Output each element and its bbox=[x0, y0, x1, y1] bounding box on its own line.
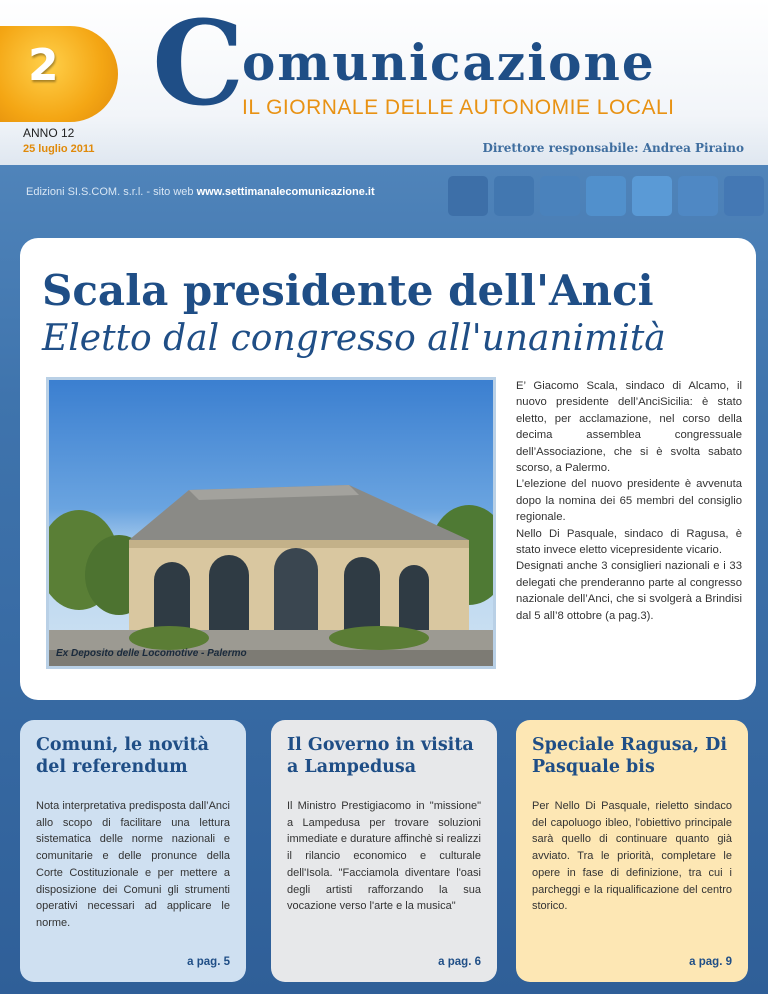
card-text: Per Nello Di Pasquale, rieletto sindaco del capoluogo ibleo, l'obiettivo principale sarà quello di continuare quanto già avviato. Tra le priorità, completare le opere in fase di definizione, tra cui i parcheggi e la riqualificazione del centro storico. bbox=[532, 800, 732, 913]
photo-caption: Ex Deposito delle Locomotive - Palermo bbox=[56, 648, 247, 659]
director-line: Direttore responsabile: Andrea Piraino bbox=[482, 141, 744, 155]
card-title: Speciale Ragusa, Di Pasquale bis bbox=[532, 735, 727, 777]
card-title: Comuni, le novità del referendum bbox=[36, 735, 209, 777]
subheadline: Eletto dal congresso all'unanimità bbox=[42, 318, 666, 359]
main-article bbox=[516, 378, 742, 624]
card-text: Il Ministro Prestigiacomo in "missione" a Lampedusa per trovare soluzioni immediate e durature affinchè si realizzi il rilancio economico e culturale dell'Isola. "Facciamola diventare l'oasi degli artisti rafforzando la sua vocazione verso l'arte e la musica" bbox=[287, 800, 481, 913]
title-initial: C bbox=[152, 0, 245, 132]
headline: Scala presidente dell'Anci bbox=[42, 266, 654, 315]
article-paragraph: L’elezione del nuovo presidente è avvenuta dopo la nomina dei 65 membri del consiglio regionale. bbox=[516, 478, 742, 524]
card-page-link[interactable]: a pag. 5 bbox=[187, 956, 230, 968]
issue-date: 25 luglio 2011 bbox=[23, 143, 95, 155]
card-text: Nota interpretativa predisposta dall’Anci allo scopo di facilitare una lettura sistematica delle norme nazionali e comunitarie e delle pronunce della Corte Costituzionale e per mettere a disposizione dei Comuni gli strumenti operativi necessari ad applicare le norme. bbox=[36, 800, 230, 929]
year-label: ANNO 12 bbox=[23, 126, 75, 140]
newspaper-title: omunicazione bbox=[242, 33, 656, 92]
card-title: Il Governo in visita a Lampedusa bbox=[287, 735, 474, 777]
article-paragraph: E’ Giacomo Scala, sindaco di Alcamo, il nuovo presidente dell’AnciSicilia: è stato eletto, per acclamazione, nel corso della decima assemblea congressuale dell’Associazione, che si è svolta sabato scorso, a Palermo. bbox=[516, 380, 742, 475]
issue-number: 2 bbox=[28, 40, 59, 91]
editions-prefix: Edizioni SI.S.COM. s.r.l. - sito web bbox=[26, 186, 197, 198]
teaser-card-ragusa[interactable] bbox=[516, 720, 748, 982]
article-paragraph: Designati anche 3 consiglieri nazionali e i 33 delegati che prenderanno parte al congresso nazionale dell’Anci, che si svolgerà a Brindisi dal 5 all’8 ottobre (a pag.3). bbox=[516, 560, 742, 622]
teaser-card-referendum[interactable] bbox=[20, 720, 246, 982]
issue-badge bbox=[0, 26, 118, 122]
card-page-link[interactable]: a pag. 9 bbox=[689, 956, 732, 968]
article-paragraph: Nello Di Pasquale, sindaco di Ragusa, è stato invece eletto vicepresidente vicario. bbox=[516, 527, 742, 557]
building-photo bbox=[46, 377, 496, 669]
editions-line bbox=[26, 186, 375, 198]
card-page-link[interactable]: a pag. 6 bbox=[438, 956, 481, 968]
teaser-card-lampedusa[interactable] bbox=[271, 720, 497, 982]
website-link[interactable]: www.settimanalecomunicazione.it bbox=[196, 186, 375, 198]
newspaper-subtitle: IL GIORNALE DELLE AUTONOMIE LOCALI bbox=[242, 96, 675, 119]
